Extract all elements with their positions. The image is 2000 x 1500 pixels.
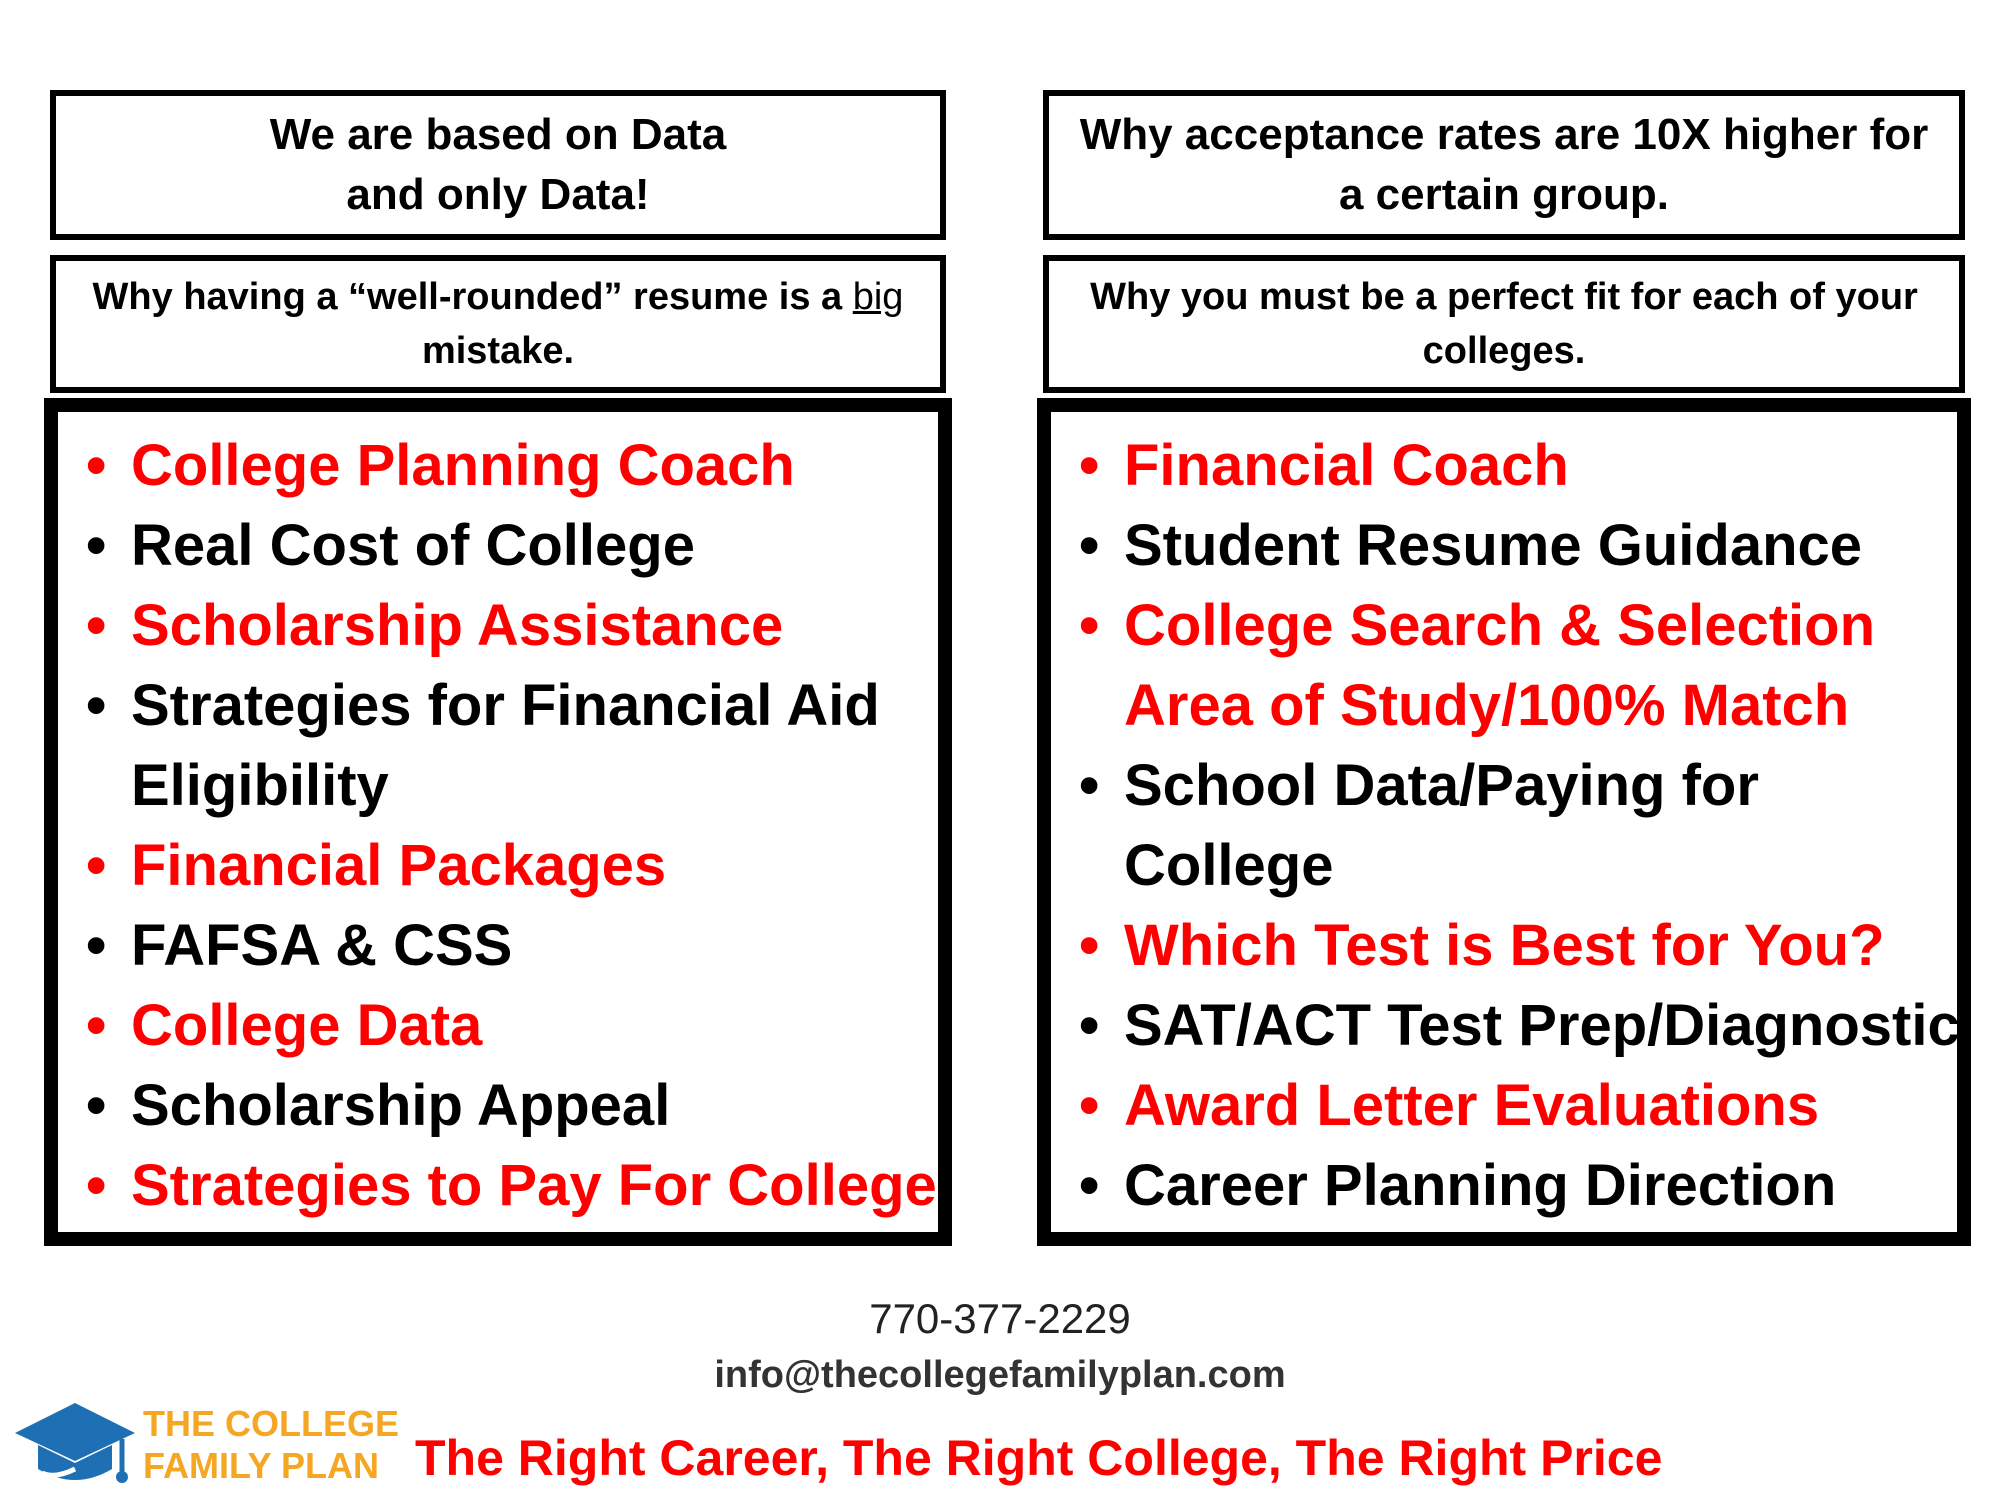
graduation-cap-icon [10, 1395, 140, 1495]
bullet-icon: • [86, 1153, 107, 1218]
list-item-text: Strategies to Pay For College [131, 1153, 937, 1218]
right-header-text [1080, 105, 1929, 225]
list-item-text: College Data [131, 993, 483, 1058]
list-item [76, 906, 938, 986]
list-item [1069, 986, 1960, 1066]
logo-wordmark [143, 1403, 399, 1487]
left-header-line2: and only Data! [346, 170, 650, 219]
list-item [1069, 1066, 1957, 1146]
bullet-icon: • [1079, 993, 1100, 1058]
bullet-icon: • [1079, 913, 1100, 978]
right-services-box [1037, 398, 1971, 1246]
list-item-continuation: Eligibility [131, 753, 389, 818]
tagline: The Right Career, The Right College, The Right Price [415, 1430, 1663, 1486]
list-item-text: School Data/Paying for [1124, 753, 1759, 818]
list-item [1069, 746, 1957, 826]
bullet-icon: • [86, 913, 107, 978]
list-item-text: College Search & Selection [1124, 593, 1876, 658]
right-sub-line2: colleges. [1422, 330, 1586, 372]
right-header-line2: a certain group. [1338, 170, 1670, 219]
bullet-icon: • [86, 513, 107, 578]
email-address: info@thecollegefamilyplan.com [714, 1354, 1286, 1396]
bullet-icon: • [1079, 593, 1100, 658]
list-item-text: Strategies for Financial Aid [131, 673, 880, 738]
left-sub-before: Why having a “well-rounded” resume is a [92, 276, 853, 318]
right-sub-text [1090, 270, 1918, 378]
left-sub-line2: mistake. [421, 330, 575, 372]
list-item-text: Award Letter Evaluations [1124, 1073, 1820, 1138]
bullet-icon: • [1079, 753, 1100, 818]
right-header-line1: Why acceptance rates are 10X higher for [1079, 110, 1929, 159]
list-item [76, 986, 938, 1066]
right-header-box [1043, 90, 1965, 240]
left-services-box [44, 398, 952, 1246]
bullet-icon: • [1079, 513, 1100, 578]
bullet-icon: • [86, 833, 107, 898]
bullet-icon: • [86, 673, 107, 738]
list-item-text: SAT/ACT Test Prep/Diagnostic [1124, 993, 1960, 1058]
list-item-text: Financial Coach [1124, 433, 1569, 498]
logo-line1: THE COLLEGE [143, 1403, 400, 1444]
bullet-icon: • [1079, 1073, 1100, 1138]
left-sub-underlined: big [852, 276, 904, 318]
left-sub-line1 [93, 270, 904, 324]
bullet-icon: • [1079, 1153, 1100, 1218]
list-item [1069, 1146, 1957, 1226]
list-item-continuation: College [1124, 833, 1334, 898]
list-item [76, 426, 938, 506]
phone-number: 770-377-2229 [869, 1295, 1131, 1342]
list-item-text: Student Resume Guidance [1124, 513, 1863, 578]
list-item [76, 506, 938, 586]
list-item [1069, 506, 1957, 586]
bullet-icon: • [1079, 433, 1100, 498]
list-item-text: Scholarship Appeal [131, 1073, 671, 1138]
bullet-icon: • [86, 1073, 107, 1138]
list-item [76, 666, 938, 746]
list-item [1069, 586, 1957, 666]
right-sub-box [1043, 255, 1965, 393]
bullet-icon: • [86, 593, 107, 658]
left-sub-box [50, 255, 946, 393]
company-logo [10, 1395, 400, 1495]
left-services-list [76, 426, 938, 1226]
list-item-text: College Planning Coach [131, 433, 795, 498]
bullet-icon: • [86, 433, 107, 498]
list-item [76, 586, 938, 666]
list-item-text: Financial Packages [131, 833, 667, 898]
list-item-text: Real Cost of College [131, 513, 695, 578]
list-item [76, 1066, 938, 1146]
left-header-line1: We are based on Data [269, 110, 727, 159]
logo-line2: FAMILY PLAN [143, 1445, 380, 1486]
list-item-text: FAFSA & CSS [131, 913, 513, 978]
left-header-text [270, 105, 726, 225]
list-item-text: Which Test is Best for You? [1124, 913, 1885, 978]
list-item [76, 826, 938, 906]
left-sub-text [93, 270, 904, 378]
bullet-icon: • [86, 993, 107, 1058]
list-item [1069, 426, 1957, 506]
list-item [76, 1146, 938, 1226]
left-header-box [50, 90, 946, 240]
list-item-text: Career Planning Direction [1124, 1153, 1837, 1218]
right-sub-line1: Why you must be a perfect fit for each of your [1090, 276, 1918, 318]
list-item [1069, 906, 1957, 986]
right-services-list [1069, 426, 1960, 1226]
list-item-continuation: Area of Study/100% Match [1124, 673, 1850, 738]
list-item-text: Scholarship Assistance [131, 593, 784, 658]
